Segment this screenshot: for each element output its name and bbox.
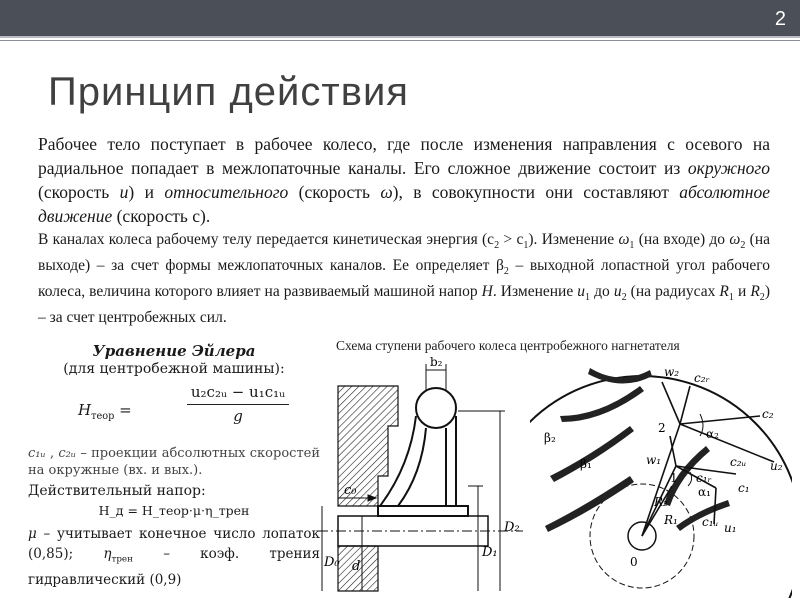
- label-alpha2: α₂: [706, 427, 719, 441]
- actual-head-label: Действительный напор:: [28, 483, 206, 499]
- top-bar: [0, 0, 800, 36]
- omega: ω: [618, 231, 630, 248]
- shaft: [318, 516, 523, 546]
- c1u: c₁ᵤ: [28, 446, 46, 461]
- label-d: d: [352, 559, 361, 574]
- label-2: 2: [658, 421, 666, 435]
- text: (скорость: [288, 182, 381, 202]
- equals: =: [114, 401, 132, 419]
- energy-paragraph: [38, 230, 770, 328]
- r-symbol: R: [750, 283, 760, 301]
- sub: теор: [91, 411, 115, 422]
- text: В каналах колеса рабочему телу передается кинетическая энергия (с: [38, 231, 495, 248]
- label-w1: w₁: [646, 453, 662, 467]
- text: до: [590, 283, 614, 301]
- mu-symbol: μ: [28, 526, 37, 542]
- label-beta2: β₂: [544, 431, 556, 445]
- top-bar-line: [0, 40, 800, 41]
- label-c2: c₂: [762, 407, 774, 421]
- label-u2: u₂: [770, 459, 783, 473]
- text: ) – за счет центробежных сил.: [38, 283, 770, 327]
- euler-block: [28, 342, 320, 590]
- text: (на выходе) – за счет формы межлопаточных каналов. Ее определяет β: [38, 231, 771, 275]
- label-alpha1: α₁: [698, 485, 711, 499]
- text: – коэф. трения гидравлический (0,9): [28, 546, 320, 588]
- sub: 2: [503, 266, 509, 278]
- text: и: [733, 283, 751, 301]
- slide-title: Принцип действия: [48, 70, 409, 114]
- text: ω: [380, 182, 393, 202]
- u-symbol: u: [577, 283, 586, 301]
- label-c1u: c₁ᵤ: [702, 515, 719, 529]
- label-0: 0: [630, 555, 638, 569]
- page-number: 2: [774, 8, 786, 30]
- label-R1: R₁: [664, 513, 678, 527]
- diagram-caption: Схема ступени рабочего колеса центробежного нагнетателя: [336, 338, 680, 353]
- text: (скорость с).: [112, 206, 211, 226]
- text: – выходной лопастной угол рабочего колеса, величина которого влияет на развиваемый машиной напор: [38, 257, 771, 301]
- h-symbol: H: [481, 283, 493, 301]
- omega: ω: [729, 231, 741, 248]
- sub: 1: [728, 292, 734, 304]
- text: ) и: [128, 182, 165, 202]
- text: – проекции абсолютных скоростей на окружные (вх. и вых.).: [28, 446, 320, 478]
- label-c1r: c₁ᵣ: [696, 471, 712, 485]
- mu-note: [28, 524, 320, 590]
- label-beta1: β₁: [580, 457, 592, 471]
- sub: 1: [629, 240, 635, 252]
- sub: 2: [759, 292, 765, 304]
- text: окружного: [687, 158, 770, 178]
- u-symbol: u: [613, 283, 622, 301]
- h-symbol: H: [78, 401, 92, 419]
- label-1: 1: [670, 471, 678, 485]
- text: ,: [45, 446, 59, 461]
- top-bar-accent: [0, 36, 800, 38]
- label-u1: u₁: [724, 521, 737, 535]
- g-symbol: g: [233, 407, 243, 425]
- text: ). Изменение: [528, 231, 619, 248]
- sub: 2: [740, 240, 746, 252]
- text: (на радиусах: [626, 283, 720, 301]
- label-D1: D₁: [482, 545, 498, 560]
- text: . Изменение: [492, 283, 578, 301]
- label-w2: w₂: [664, 365, 680, 379]
- text: (на входе) до: [634, 231, 730, 248]
- euler-title: Уравнение Эйлера: [92, 342, 256, 360]
- label-R2: R₂: [654, 495, 668, 509]
- actual-head-formula: H_д = H_теор·μ·η_трен: [98, 503, 250, 518]
- label-D0: D₀: [324, 555, 340, 570]
- intro-paragraph: [38, 132, 770, 228]
- text: ), в совокупности они составляют: [392, 182, 680, 202]
- label-c0: c₀: [344, 483, 357, 498]
- text: – учитывает конечное число лопаток (0,85);: [28, 526, 320, 562]
- text: абсолютное движение: [38, 182, 771, 226]
- denominator: [148, 407, 328, 425]
- sub: 2: [494, 240, 500, 252]
- r-symbol: R: [719, 283, 729, 301]
- text: > с: [499, 231, 524, 248]
- impeller-section-diagram: [318, 356, 526, 596]
- text: u: [119, 182, 129, 202]
- label-c2r: c₂ᵣ: [694, 371, 710, 385]
- text: Рабочее тело поступает в рабочее колесо, где после изменения направления с осевого на радиальное попадает в межлопаточные каналы. Его сложное движение состоит из: [38, 134, 770, 178]
- wheel-circles: [530, 376, 792, 598]
- velocity-triangles-diagram: [530, 356, 792, 598]
- sub: 1: [523, 240, 529, 252]
- numerator: u₂c₂ᵤ − u₁c₁ᵤ: [187, 383, 289, 405]
- label-c1: c₁: [738, 481, 750, 495]
- sub: трен: [111, 554, 133, 565]
- text: относительного: [164, 182, 289, 202]
- formula-lhs: [78, 401, 132, 422]
- projection-note: [28, 445, 320, 479]
- eta-symbol: η: [103, 546, 112, 562]
- c2u: c₂ᵤ: [58, 446, 77, 461]
- euler-subtitle: (для центробежной машины):: [63, 361, 285, 377]
- sub: 2: [621, 292, 627, 304]
- label-D2: D₂: [504, 520, 520, 535]
- text: (скорость: [38, 182, 120, 202]
- formula-fraction: [148, 383, 328, 425]
- label-b2: b₂: [430, 356, 443, 369]
- euler-formula: [28, 383, 320, 439]
- label-c2u: c₂ᵤ: [730, 455, 747, 469]
- sub: 1: [585, 292, 591, 304]
